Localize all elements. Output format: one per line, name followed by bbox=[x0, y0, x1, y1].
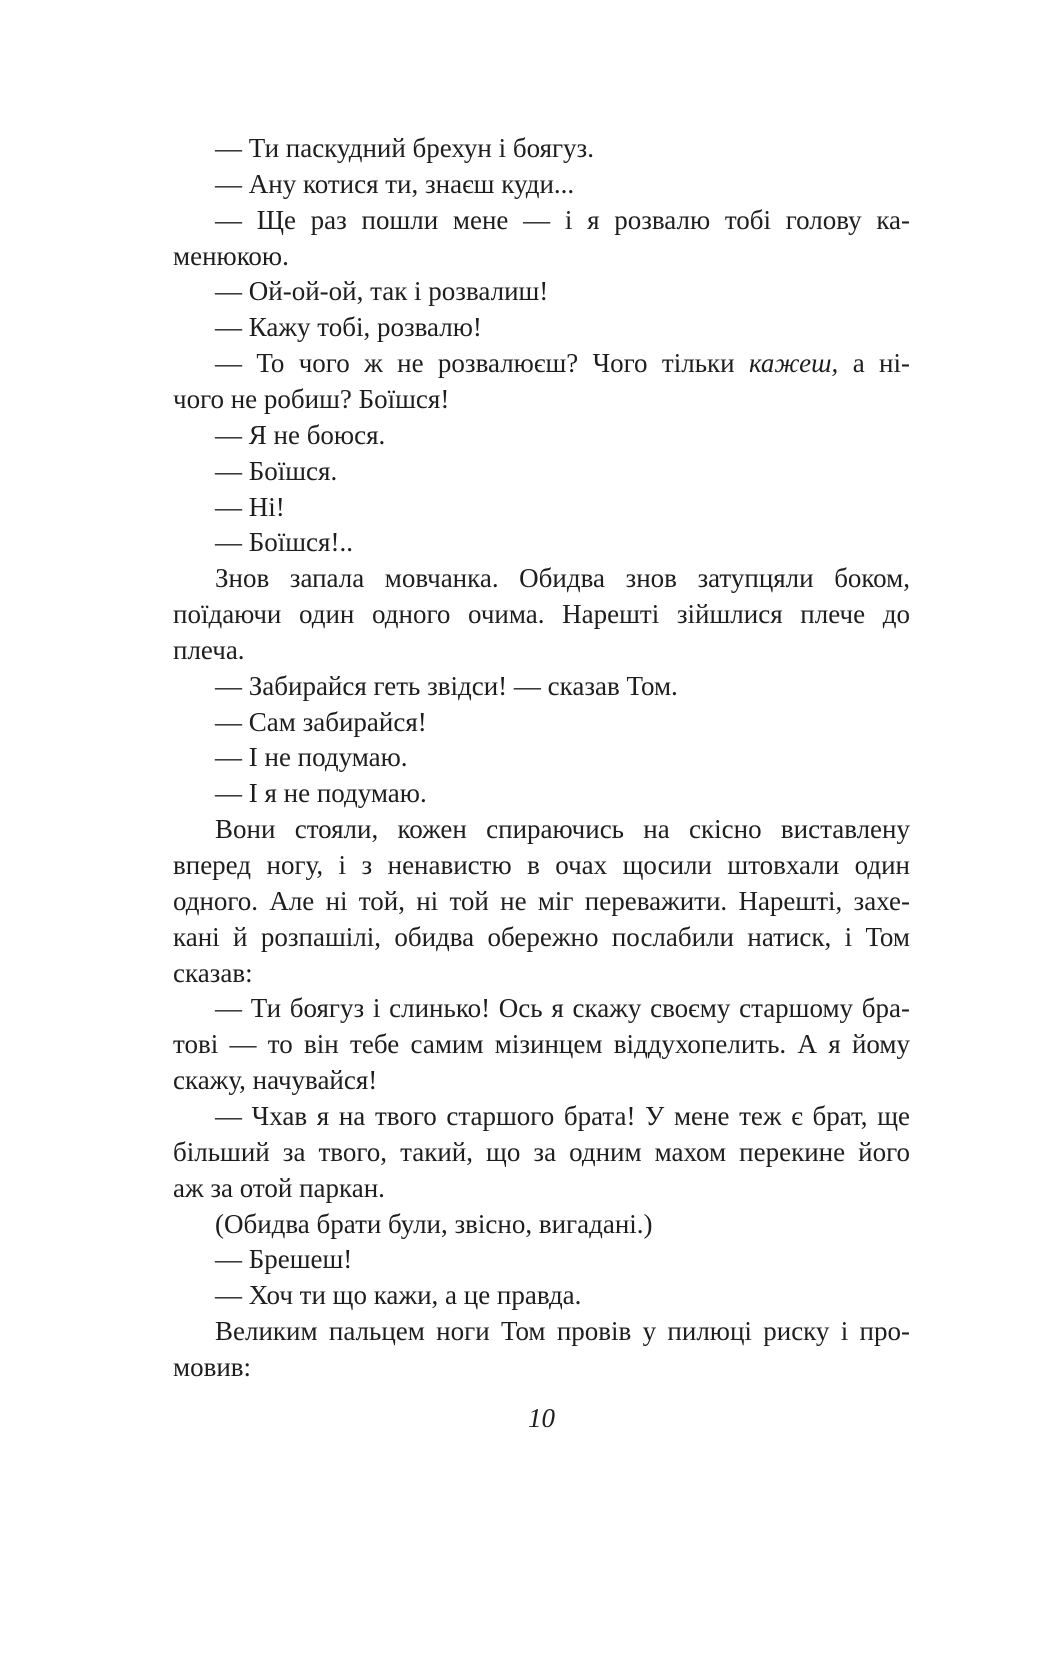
text-line: — Хоч ти що кажи, а це правда. bbox=[215, 1280, 582, 1311]
text-line: — Ти боягуз і слинько! Ось я скажу своєму старшому бра- bbox=[215, 993, 910, 1024]
text-line: — І не подумаю. bbox=[215, 742, 408, 773]
text-segment: — То чого ж не розвалюєш? Чого тільки bbox=[215, 348, 749, 379]
text-line: скажу, начувайся! bbox=[173, 1065, 378, 1096]
text-line: — Боїшся. bbox=[215, 455, 338, 486]
text-line: Великим пальцем ноги Том провів у пилюці риску і про- bbox=[215, 1316, 910, 1347]
text-line: кані й розпашілі, обидва обережно послабили натиск, і Том bbox=[173, 921, 910, 952]
text-line: аж за отой паркан. bbox=[173, 1172, 385, 1203]
text-line: — Боїшся!.. bbox=[215, 527, 353, 558]
text-line: — Кажу тобі, розвалю! bbox=[215, 312, 482, 343]
text-line: Вони стояли, кожен спираючись на скісно виставлену bbox=[215, 814, 910, 845]
text-line: — Ні! bbox=[215, 491, 285, 522]
text-line: більший за твого, такий, що за одним махом перекине його bbox=[173, 1136, 910, 1167]
italic-word: кажеш, bbox=[748, 348, 839, 379]
text-line bbox=[215, 345, 910, 381]
text-line: плеча. bbox=[173, 634, 245, 665]
text-line: тові — то він тебе самим мізинцем віддухопелить. А я йому bbox=[173, 1029, 910, 1060]
text-line: — Ще раз пошли мене — і я розвалю тобі голову ка- bbox=[215, 204, 910, 235]
text-line: — І я не подумаю. bbox=[215, 778, 427, 809]
text-line: сказав: bbox=[173, 957, 253, 988]
text-line: — Чхав я на твого старшого брата! У мене теж є брат, ще bbox=[215, 1100, 910, 1131]
text-line: мовив: bbox=[173, 1351, 252, 1382]
text-line: — Ти паскудний брехун і боягуз. bbox=[215, 133, 594, 163]
text-line: (Обидва брати були, звісно, вигадані.) bbox=[215, 1208, 653, 1239]
text-line: — Забирайся геть звідси! — сказав Том. bbox=[215, 670, 678, 701]
text-line: Знов запала мовчанка. Обидва знов затупцяли боком, bbox=[215, 563, 910, 594]
text-line: поїдаючи один одного очима. Нарешті зійшлися плече до bbox=[173, 599, 910, 630]
text-line: чого не робиш? Боїшся! bbox=[173, 383, 450, 414]
text-line: одного. Але ні той, ні той не міг переважити. Нарешті, захе- bbox=[173, 885, 910, 916]
text-line: — Ой-ой-ой, так і розвалиш! bbox=[215, 276, 549, 307]
page-number: 10 bbox=[528, 1403, 555, 1433]
text-line: вперед ногу, і з ненавистю в очах щосили штовхали один bbox=[173, 850, 910, 880]
text-line: — Ану котися ти, знаєш куди... bbox=[215, 168, 575, 199]
text-line: — Сам забирайся! bbox=[215, 706, 427, 737]
text-line: — Брешеш! bbox=[215, 1244, 353, 1275]
text-segment: а ні- bbox=[838, 348, 910, 379]
text-line: — Я не боюся. bbox=[215, 419, 386, 450]
text-line: менюкою. bbox=[173, 240, 289, 271]
